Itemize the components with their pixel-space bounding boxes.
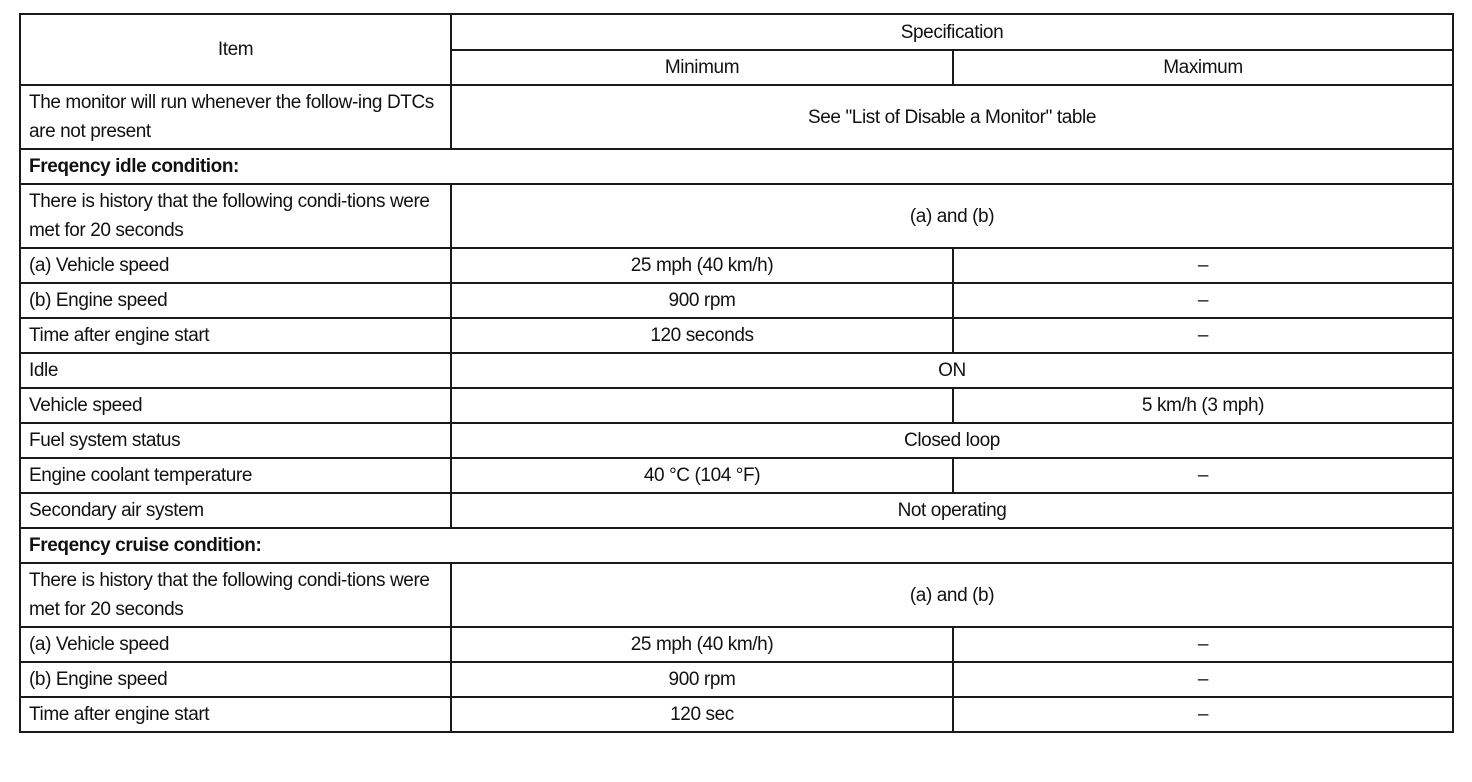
max-cell: – xyxy=(953,662,1453,697)
item-cell: There is history that the following condi-tions were met for 20 seconds xyxy=(20,563,451,627)
max-cell: – xyxy=(953,458,1453,493)
max-cell: – xyxy=(953,283,1453,318)
table-row xyxy=(20,248,1453,283)
table-row xyxy=(20,697,1453,732)
item-cell: (a) Vehicle speed xyxy=(20,627,451,662)
table-row xyxy=(20,662,1453,697)
monitor-conditions-table xyxy=(19,13,1454,733)
table-row xyxy=(20,627,1453,662)
section-row xyxy=(20,149,1453,184)
table-row xyxy=(20,563,1453,627)
header-minimum: Minimum xyxy=(451,50,953,85)
min-cell: 25 mph (40 km/h) xyxy=(451,248,953,283)
item-cell: Secondary air system xyxy=(20,493,451,528)
spec-cell: Not operating xyxy=(451,493,1453,528)
table-row xyxy=(20,353,1453,388)
spec-cell: See "List of Disable a Monitor" table xyxy=(451,85,1453,149)
item-cell: Engine coolant temperature xyxy=(20,458,451,493)
spec-cell: Closed loop xyxy=(451,423,1453,458)
table-row xyxy=(20,283,1453,318)
table-row xyxy=(20,184,1453,248)
spec-cell: (a) and (b) xyxy=(451,563,1453,627)
max-cell: 5 km/h (3 mph) xyxy=(953,388,1453,423)
header-specification: Specification xyxy=(451,14,1453,50)
min-cell: 120 seconds xyxy=(451,318,953,353)
spec-cell: ON xyxy=(451,353,1453,388)
table-row xyxy=(20,388,1453,423)
section-heading-cruise: Freqency cruise condition: xyxy=(20,528,1453,563)
item-cell: (b) Engine speed xyxy=(20,283,451,318)
item-cell: (a) Vehicle speed xyxy=(20,248,451,283)
item-cell: There is history that the following condi-tions were met for 20 seconds xyxy=(20,184,451,248)
item-cell: Idle xyxy=(20,353,451,388)
header-row xyxy=(20,14,1453,50)
section-heading-idle: Freqency idle condition: xyxy=(20,149,1453,184)
item-cell: Fuel system status xyxy=(20,423,451,458)
header-maximum: Maximum xyxy=(953,50,1453,85)
max-cell: – xyxy=(953,627,1453,662)
item-cell: (b) Engine speed xyxy=(20,662,451,697)
table-row xyxy=(20,85,1453,149)
table-row xyxy=(20,458,1453,493)
table-row xyxy=(20,318,1453,353)
max-cell: – xyxy=(953,248,1453,283)
max-cell: – xyxy=(953,697,1453,732)
table-row xyxy=(20,423,1453,458)
item-cell: The monitor will run whenever the follow-ing DTCs are not present xyxy=(20,85,451,149)
table-row xyxy=(20,493,1453,528)
item-cell: Time after engine start xyxy=(20,318,451,353)
min-cell: 900 rpm xyxy=(451,662,953,697)
min-cell: 120 sec xyxy=(451,697,953,732)
spec-cell: (a) and (b) xyxy=(451,184,1453,248)
min-cell: 900 rpm xyxy=(451,283,953,318)
item-cell: Time after engine start xyxy=(20,697,451,732)
max-cell: – xyxy=(953,318,1453,353)
min-cell: 40 °C (104 °F) xyxy=(451,458,953,493)
min-cell: 25 mph (40 km/h) xyxy=(451,627,953,662)
item-cell: Vehicle speed xyxy=(20,388,451,423)
min-cell xyxy=(451,388,953,423)
header-item: Item xyxy=(20,14,451,85)
section-row xyxy=(20,528,1453,563)
